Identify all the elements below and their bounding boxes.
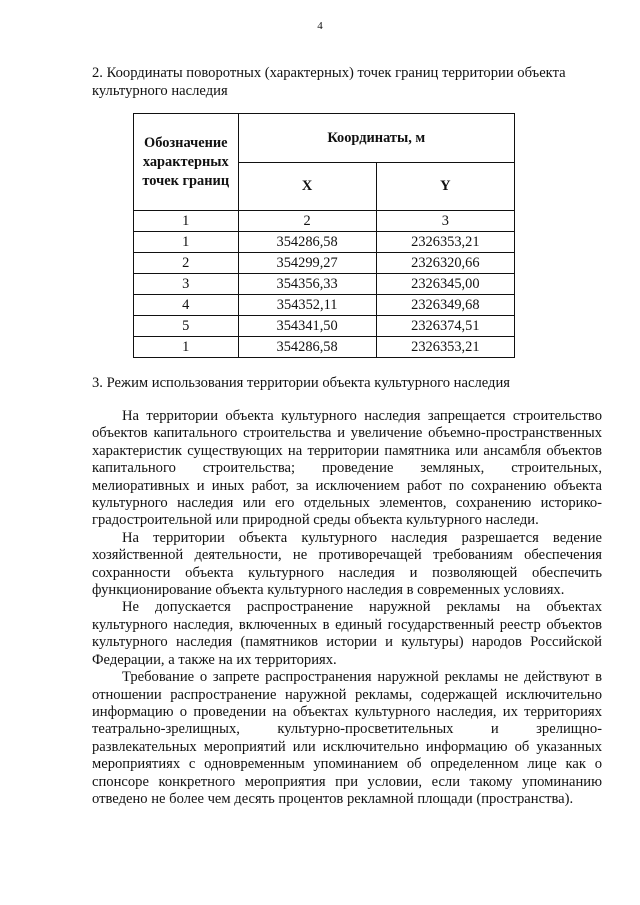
x-cell: 354352,11 — [238, 295, 376, 316]
numbering-cell: 3 — [376, 211, 514, 232]
paragraph: Не допускается распространение наружной рекламы на объектах культурного наследия, включенных в единый государственный реестр объектов культурного наследия (памятников истории и культуры) народов Российской Федерации, а также на их территориях. — [92, 599, 602, 668]
y-cell: 2326349,68 — [376, 295, 514, 316]
header-y: Y — [376, 163, 514, 211]
header-coordinates: Координаты, м — [238, 114, 514, 163]
section-2-heading: 2. Координаты поворотных (характерных) точек границ территории объекта культурного наследия — [92, 65, 566, 99]
x-cell: 354299,27 — [238, 253, 376, 274]
header-point-designation: Обозначение характерных точек границ — [134, 114, 239, 211]
x-cell: 354286,58 — [238, 337, 376, 358]
point-cell: 1 — [134, 337, 239, 358]
coordinates-table — [133, 113, 515, 358]
point-cell: 4 — [134, 295, 239, 316]
section-3-body — [92, 408, 602, 808]
point-cell: 5 — [134, 316, 239, 337]
point-cell: 1 — [134, 232, 239, 253]
point-cell: 2 — [134, 253, 239, 274]
table-numbering-row — [134, 211, 515, 232]
table-row — [134, 295, 515, 316]
y-cell: 2326345,00 — [376, 274, 514, 295]
x-cell: 354286,58 — [238, 232, 376, 253]
page-number: 4 — [317, 20, 323, 32]
table-row — [134, 274, 515, 295]
paragraph: На территории объекта культурного наследия запрещается строительство объектов капитального строительства и увеличение объемно-пространственных характеристик существующих на территории памятника или ансамбля объектов капитального строительства; проведение земляных, строительных, мелиоративных и иных работ, за исключением работ по сохранению объекта культурного наследия или его отдельных элементов, сохранению историко-градостроительной или природной среды объекта культурного наследи. — [92, 408, 602, 529]
numbering-cell: 1 — [134, 211, 239, 232]
header-x: X — [238, 163, 376, 211]
table-header-row — [134, 114, 515, 163]
section-3-heading: 3. Режим использования территории объекта культурного наследия — [92, 375, 510, 391]
y-cell: 2326353,21 — [376, 337, 514, 358]
point-cell: 3 — [134, 274, 239, 295]
y-cell: 2326374,51 — [376, 316, 514, 337]
paragraph: На территории объекта культурного наследия разрешается ведение хозяйственной деятельности, не противоречащей требованиям обеспечения сохранности объекта культурного наследия и позволяющей обеспечить функционирование объекта культурного наследия в современных условиях. — [92, 529, 602, 599]
table-row — [134, 232, 515, 253]
table-row — [134, 337, 515, 358]
table-row — [134, 316, 515, 337]
x-cell: 354341,50 — [238, 316, 376, 337]
x-cell: 354356,33 — [238, 274, 376, 295]
numbering-cell: 2 — [238, 211, 376, 232]
paragraph: Требование о запрете распространения наружной рекламы не действуют в отношении распространение наружной рекламы, содержащей исключительно информацию о проведении на объектах культурного наследия, их территориях театрально-зрелищных, культурно-просветительных и зрелищно-развлекательных мероприятий или исключительно информацию об указанных мероприятиях с одновременным упоминанием об определенном лице как о спонсоре конкретного мероприятия при условии, если такому упоминанию отведено не более чем десять процентов рекламной площади (пространства). — [92, 669, 602, 807]
y-cell: 2326353,21 — [376, 232, 514, 253]
y-cell: 2326320,66 — [376, 253, 514, 274]
table-row — [134, 253, 515, 274]
